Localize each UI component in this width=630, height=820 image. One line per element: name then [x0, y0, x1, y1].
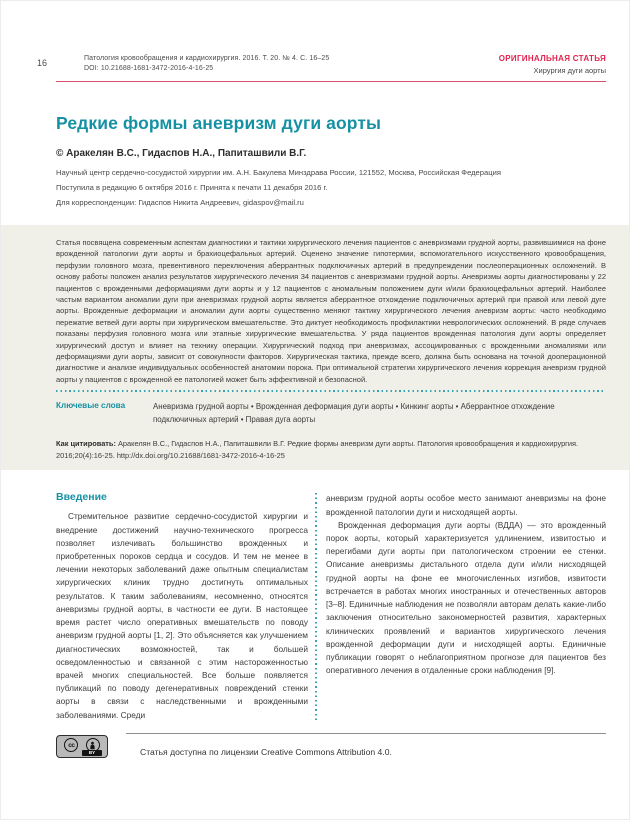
- journal-section-name: Хирургия дуги аорты: [533, 66, 606, 75]
- affiliation-line: Научный центр сердечно-сосудистой хирургии им. А.Н. Бакулева Минздрава России, 121552, Москва, Российская Федерация: [56, 168, 501, 177]
- correspondence-line: [56, 198, 606, 207]
- keywords-label: Ключевые слова: [56, 401, 126, 411]
- citation-doi-link[interactable]: http://dx.doi.org/10.21688/1681-3472-2016-4-16-25: [116, 450, 285, 460]
- abstract-text: Статья посвящена современным аспектам диагностики и тактики хирургического лечения пациентов с аневризмами грудной аорты, развившимися на фоне врожденной патологии дуги аорты и брахиоцефальных артерий. Оценено значение гипотермии, вспомогательного искусственного кровообращения, перфузии головного мозга, превентивного переключения аберрантных подключичных артерий в предупреждении послеоперационных осложнений. В основу работы положен анализ результатов хирургического лечения 34 пациентов с аневризмами грудной аорты. Аневризмы аорты диагностированы у 22 пациентов с врожденными деформациями дуги аорты и у 12 пациентов с аномальным положением дуги и/или брахиоцефальных артерий. Наиболее частым вариантом аномалии дуги при аневризмах грудной аорты является аберрантное отхождение подключичных артерий при правой или левой дуге аорты. Врожденные деформации и аномалии дуги аорты существенно меняют тактику хирургического лечения аневризм аорты: часто необходимо пережатие ветвей дуги аорты при хирургическом вмешательстве. Это диктует необходимость профилактики неврологических осложнений. В ряде случаев показаны перфузия головного мозга или этапные хирургические вмешательства. У ряда пациентов врожденная патология дуги аорты определяет хирургический доступ и влияет на технику операции. Хирургический подход при аневризмах, ассоциированных с врожденными аномалиями или деформациями дуги аорты, зависит от совокупности факторов. Хирургическая тактика, прежде всего, должна быть основана на точной дооперационной диагностике и анализе индивидуальных особенностей анатомии порока. При оптимальной стратегии хирургического лечения коррекция аневризм грудной аорты у пациентов с врожденной ее патологией может быть эффективной и безопасной.: [56, 238, 606, 384]
- citation-label: Как цитировать:: [56, 439, 116, 449]
- left-column: [56, 491, 308, 721]
- right-column: [326, 491, 606, 721]
- journal-meta: [84, 54, 329, 75]
- license-text: Статья доступна по лицензии Creative Commons Attribution 4.0.: [140, 747, 392, 757]
- citation-block: [56, 438, 606, 461]
- citation-text: Аракелян В.С., Гидаспов Н.А., Папиташвили В.Г. Редкие формы аневризм дуги аорты. Патология кровообращения и кардиохирургия. 2016;20(4):16-25.: [56, 439, 579, 460]
- right-column-paragraph-2: Врожденная деформация дуги аорты (ВДДА) — это врожденный порок аорты, который характеризуется удлинением, извитостью и перегибами дуги аорты при патологическом строении ее стенки. Описание аневризмы дистального отдела дуги и/или нисходящей грудной аорты на фоне ее многочисленных изгибов, извитости встречается в работах многих иностранных и отечественных авторов [3–8]. Единичные наблюдения не позволяли авторам делать какие-либо заключения относительно закономерностей развития, характерных клинических проявлений и вариантов хирургического лечения врожденной деформации дуги и нисходящей аорты. Единичные публикации говорят о неблагоприятном прогнозе для пациентов без оперативного лечения в отдаленные сроки наблюдения [9].: [326, 519, 606, 676]
- header-rule: [56, 81, 606, 82]
- doi-line: DOI: 10.21688-1681-3472-2016-4-16-25: [84, 65, 214, 72]
- page-header: [37, 54, 606, 75]
- article-title: Редкие формы аневризм дуги аорты: [56, 113, 382, 133]
- correspondence-label: Для корреспонденции: Гидаспов Никита Андреевич,: [56, 198, 244, 207]
- keywords-row: [56, 400, 606, 426]
- cc-by-license-badge[interactable]: [56, 735, 108, 758]
- correspondence-email-link[interactable]: gidaspov@mail.ru: [243, 198, 304, 207]
- title-block: [56, 113, 606, 207]
- journal-line: Патология кровообращения и кардиохирургия. 2016. Т. 20. № 4. С. 16–25: [84, 55, 330, 62]
- keywords-text: Аневризма грудной аорты • Врожденная деформация дуги аорты • Кинкинг аорты • Аберрантное отхождение подключичных артерий • Правая дуга аорты: [153, 402, 555, 425]
- dotted-separator: [56, 390, 606, 392]
- license-footer: [56, 733, 606, 760]
- left-column-paragraph: Стремительное развитие сердечно-сосудистой хирургии и внедрение достижений научно-технического прогресса позволяет излечивать большинство врожденных и приобретенных пороков сердца и сосудов. И тем не менее в лечении некоторых заболеваний даже опытным специалистам хирургических клиник трудно достигнуть оптимальных результатов. К таким заболеваниям, несомненно, относятся аневризмы грудной аорты, в частности ее дуги. В настоящее время растет число оперативных вмешательств по поводу аневризм грудной аорты [1, 2]. Это объясняется как улучшением диагностических возможностей, так и большей осведомленностью и связанной с этим настороженностью врачей многих специальностей. Все больше появляется публикаций по поводу дегенеративных повреждений стенки аорты в связи с наследственными и врожденными заболеваниями. Среди: [56, 511, 308, 720]
- license-block: [126, 733, 606, 760]
- body-columns: [56, 491, 606, 721]
- header-right: [499, 54, 606, 75]
- page-number: 16: [37, 58, 48, 68]
- cc-by-label: BY: [82, 750, 102, 756]
- received-line: Поступила в редакцию 6 октября 2016 г. Принята к печати 11 декабря 2016 г.: [56, 183, 328, 192]
- article-type-label: ОРИГИНАЛЬНАЯ СТАТЬЯ: [498, 54, 606, 63]
- abstract-box: [1, 225, 629, 470]
- cc-icon: cc: [64, 738, 78, 752]
- authors-line: © Аракелян В.С., Гидаспов Н.А., Папиташвили В.Г.: [56, 148, 307, 159]
- right-column-paragraph-1: аневризм грудной аорты особое место занимают аневризмы на фоне врожденной патологии дуги и нисходящей аорты.: [326, 493, 606, 517]
- intro-heading: Введение: [56, 491, 107, 504]
- column-divider: [315, 493, 317, 721]
